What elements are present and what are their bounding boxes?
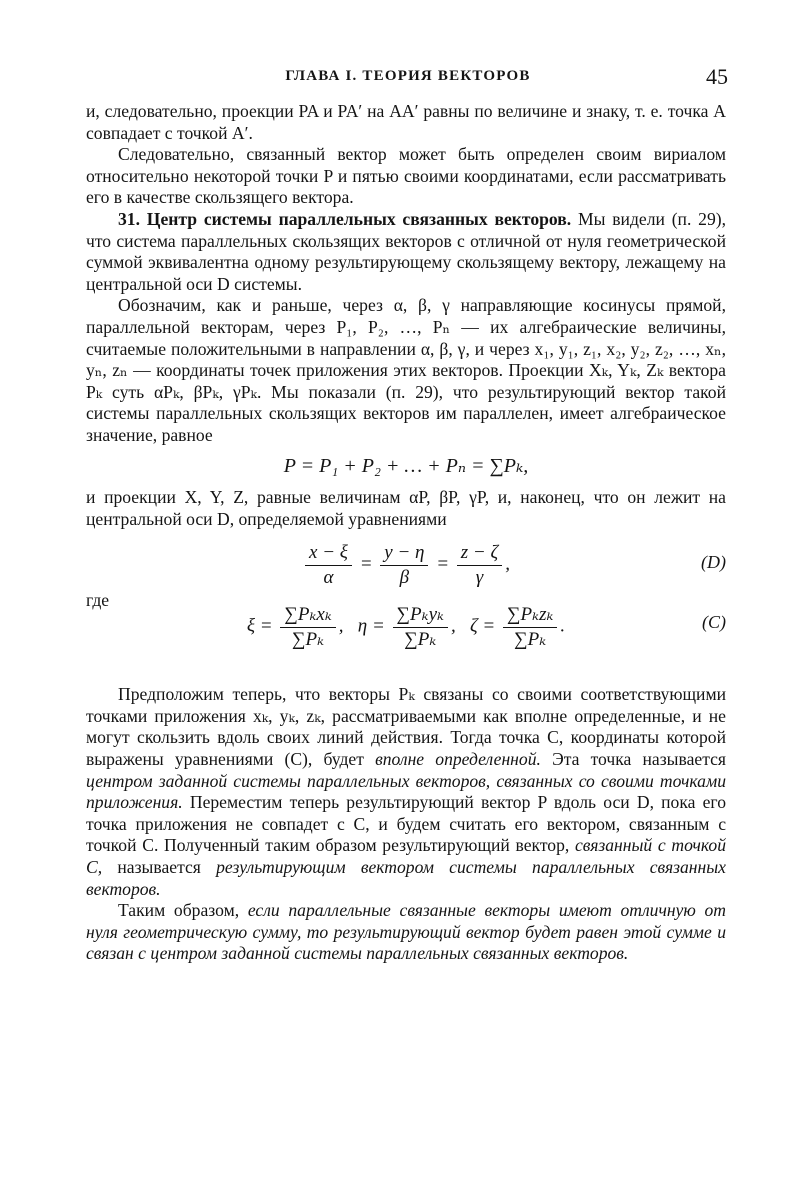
center-text-b-italic: вполне определенной.: [375, 749, 541, 770]
fraction-xi-numerator: ∑Pₖxₖ: [280, 604, 335, 628]
fraction-y-numerator: y − η: [380, 542, 428, 566]
fraction-x-denominator: α: [323, 566, 334, 588]
chapter-title: ГЛАВА I. ТЕОРИЯ ВЕКТОРОВ: [285, 68, 531, 84]
fraction-zeta: [503, 604, 557, 650]
fraction-z: [457, 542, 502, 588]
equation-c: [86, 590, 726, 654]
fraction-y: [380, 542, 428, 588]
fraction-eta-numerator: ∑Pₖyₖ: [393, 604, 448, 628]
equation-c-content: ξ = $\frac{\text{∑Pₖxₖ}}{\text{∑Pₖ}}$ , η = $\frac{\text{∑Pₖyₖ}}{\text{∑Pₖ}}$ , ζ = $\frac{\text{∑Pₖzₖ}}{\text{∑Pₖ}}$ .: [246, 604, 566, 650]
paragraph-notation: Обозначим, как и раньше, через α, β, γ направляющие косинусы прямой, параллельной векторам, через P₁, P₂, …, Pₙ — их алгебраические величины, считаемые положительными в направлении α, β, γ, и через x₁, y₁, z₁, x₂, y₂, z₂, …, xₙ, yₙ, zₙ — координаты точек приложения этих векторов. Проекции Xₖ, Yₖ, Zₖ вектора Pₖ суть αPₖ, βPₖ, γPₖ. Мы показали (п. 29), что результирующий вектор такой системы параллельных скользящих векторов им параллелен, имеет алгебраическое значение, равное: [86, 295, 726, 445]
zeta-lhs: ζ =: [469, 615, 496, 637]
fraction-z-denominator: γ: [475, 566, 484, 588]
section-number: 31.: [118, 208, 140, 229]
center-text-c: Эта точка называется: [552, 749, 727, 770]
resultant-definition-italic: результирующим вектором системы параллельных связанных векторов.: [86, 857, 726, 899]
formula-sum: P = P₁ + P₂ + … + Pₙ = ∑Pₖ,: [283, 454, 529, 477]
body-text: [86, 101, 726, 965]
center-definition-italic: центром заданной системы параллельных векторов, связанных со своими точками приложения.: [86, 770, 726, 813]
center-text-a: Предположим теперь, что векторы Pₖ связаны со своими соответствующими точками приложения xₖ, yₖ, zₖ, рассматриваемыми как вполне определенные, и не могут скользить вдоль своих линий действия. Тогда точка C, координаты которой выражены уравнениями (C), будет: [86, 684, 726, 770]
fraction-zeta-numerator: ∑Pₖzₖ: [503, 604, 557, 628]
fraction-y-denominator: β: [399, 566, 410, 588]
center-text-e: Переместим теперь результирующий вектор P вдоль оси D, пока его точка приложения не совпадет с C, и будем считать его вектором, связанным с точкой C. Полученный таким образом результирующий вектор,: [86, 792, 726, 856]
fraction-xi: [280, 604, 335, 650]
fraction-eta-denominator: ∑Pₖ: [404, 628, 437, 650]
fraction-z-numerator: z − ζ: [457, 542, 502, 566]
equation-d: [86, 542, 726, 588]
paragraph-section-31: [86, 209, 726, 295]
eta-lhs: η =: [357, 615, 385, 637]
page-number: 45: [706, 64, 728, 89]
fraction-xi-denominator: ∑Pₖ: [291, 628, 325, 650]
conclusion-theorem-italic: если параллельные связанные векторы имеют отличную от нуля геометрическую сумму, то результирующий вектор будет равен этой сумме и связан с центром заданной системы параллельных связанных векторов.: [86, 900, 726, 964]
fraction-x: [305, 542, 352, 588]
equation-d-content: $\frac{x - \xi}{\alpha}$ = $\frac{y - \eta}{\beta}$ = $\frac{z - \zeta}{\gamma}$ ,: [86, 542, 726, 588]
paragraph-continuation: и, следовательно, проекции PA и PA′ на AA′ равны по величине и знаку, т. е. точка A совпадает с точкой A′.: [86, 101, 726, 143]
section-intro-text: Мы видели (п. 29), что система параллельных скользящих векторов с отличной от нуля геометрической суммой эквивалентна одному результирующему скользящему вектору, лежащему на центральной оси D системы.: [86, 208, 727, 294]
where-label: где: [86, 590, 110, 611]
paragraph-conclusion: [86, 900, 726, 965]
fraction-eta: [393, 604, 448, 650]
paragraph-virial: Следовательно, связанный вектор может быть определен своим вириалом относительно некоторой точки P и пятью своими координатами, если рассматривать его в качестве скользящего вектора.: [86, 144, 726, 208]
running-head: [88, 60, 728, 94]
center-text-g: называется: [117, 857, 201, 878]
paragraph-center: [86, 684, 726, 900]
section-title: Центр системы параллельных связанных векторов.: [146, 208, 572, 229]
equation-c-label: (C): [702, 612, 726, 633]
xi-lhs: ξ =: [246, 615, 273, 637]
fraction-zeta-denominator: ∑Pₖ: [514, 628, 547, 650]
paragraph-projections: и проекции X, Y, Z, равные величинам αP, βP, γP, и, наконец, что он лежит на центральной оси D, определяемой уравнениями: [86, 487, 726, 529]
equation-d-label: (D): [701, 552, 726, 573]
center-text-f-italic: связанный с точкой C,: [86, 835, 727, 878]
conclusion-text-a: Таким образом,: [118, 900, 240, 921]
fraction-x-numerator: x − ξ: [305, 542, 352, 566]
